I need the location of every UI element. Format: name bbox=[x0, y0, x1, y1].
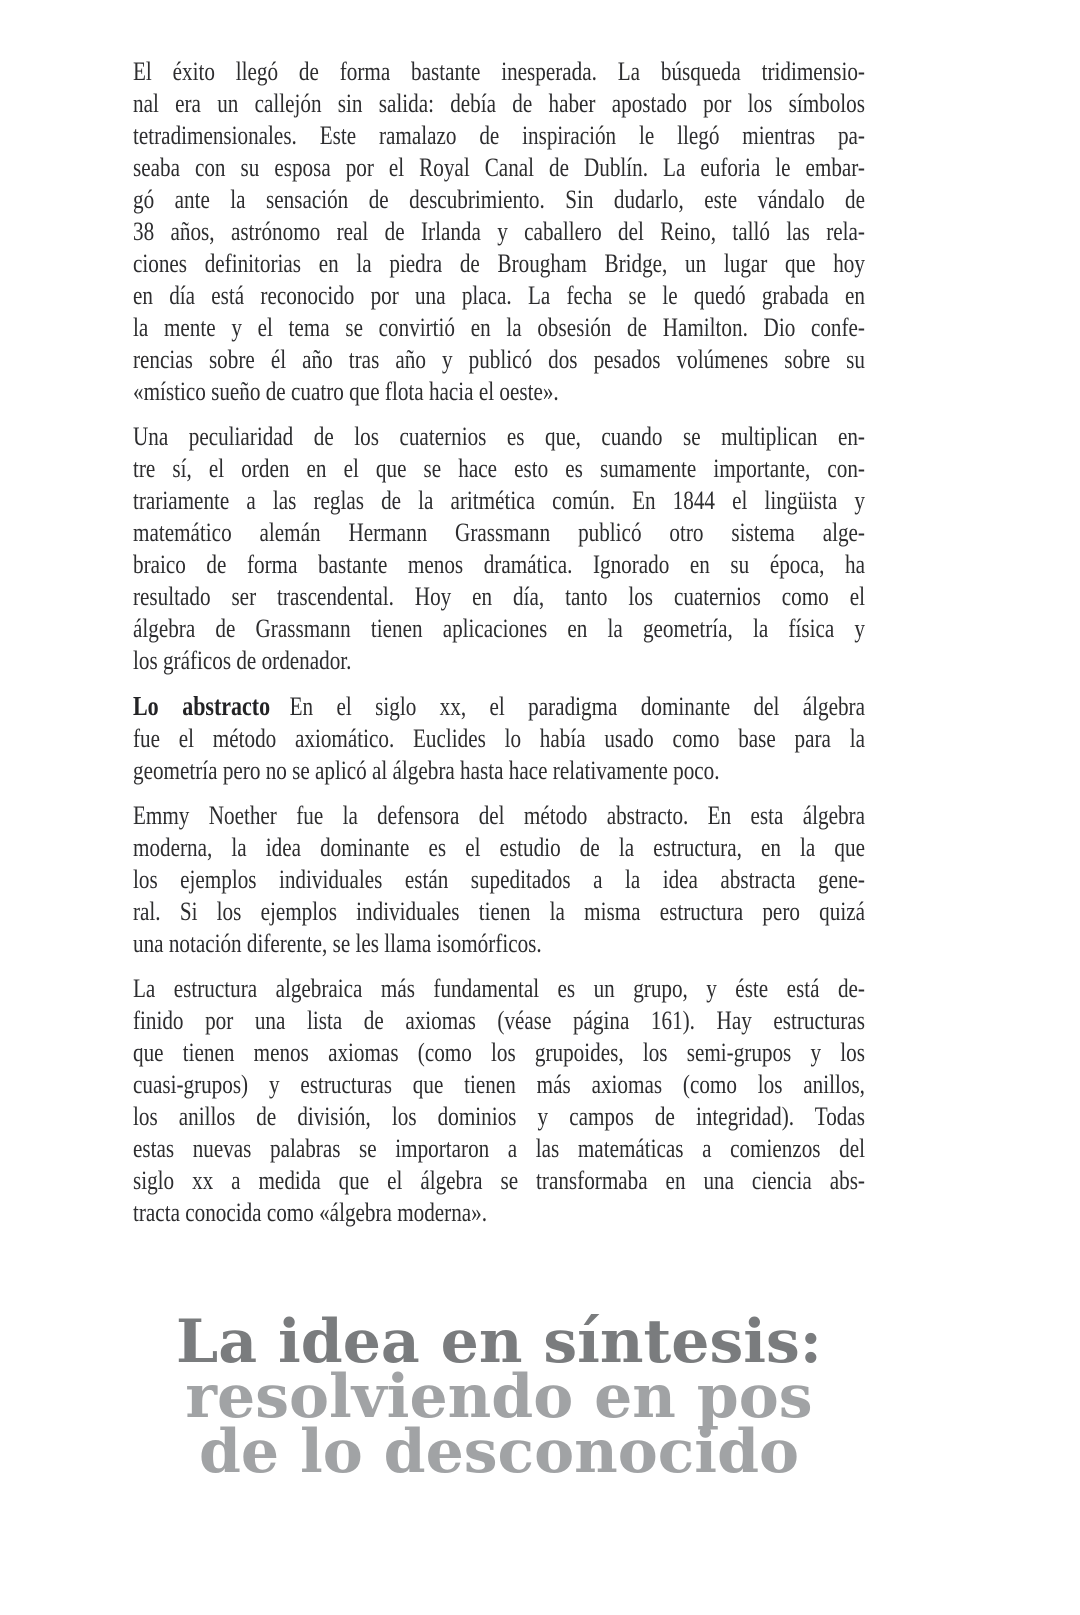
text-line: braico de forma bastante menos dramática. Ignorado en su época, ha bbox=[133, 550, 865, 579]
text-line: los anillos de división, los dominios y campos de integridad). Todas bbox=[133, 1102, 865, 1131]
idea-summary-line: de lo desconocido bbox=[198, 1417, 800, 1487]
text-line: La estructura algebraica más fundamental es un grupo, y éste está de- bbox=[133, 974, 865, 1003]
text-line: una notación diferente, se les llama isomórficos. bbox=[133, 929, 542, 958]
text-line: 38 años, astrónomo real de Irlanda y caballero del Reino, talló las rela- bbox=[133, 217, 865, 246]
text-line: resultado ser trascendental. Hoy en día, tanto los cuaternios como el bbox=[133, 582, 865, 611]
text-line: siglo xx a medida que el álgebra se transformaba en una ciencia abs- bbox=[133, 1166, 865, 1195]
text-line: gó ante la sensación de descubrimiento. Sin dudarlo, este vándalo de bbox=[133, 185, 865, 214]
text-line: la mente y el tema se convirtió en la obsesión de Hamilton. Dio confe- bbox=[133, 313, 865, 342]
paragraph bbox=[133, 973, 865, 1229]
text-line: tre sí, el orden en el que se hace esto es sumamente importante, con- bbox=[133, 454, 865, 483]
text-line: trariamente a las reglas de la aritmética común. En 1844 el lingüista y bbox=[133, 486, 865, 515]
paragraph bbox=[133, 56, 865, 408]
text-line: fue el método axiomático. Euclides lo había usado como base para la bbox=[133, 724, 865, 753]
text-line: rencias sobre él año tras año y publicó dos pesados volúmenes sobre su bbox=[133, 345, 865, 374]
text-line: tetradimensionales. Este ramalazo de inspiración le llegó mientras pa- bbox=[133, 121, 865, 150]
text-line: estas nuevas palabras se importaron a las matemáticas a comienzos del bbox=[133, 1134, 865, 1163]
text-column bbox=[133, 56, 865, 1487]
text-line: Lo abstracto En el siglo xx, el paradigma dominante del álgebra bbox=[133, 691, 865, 721]
text-line: «místico sueño de cuatro que flota hacia el oeste». bbox=[133, 377, 559, 406]
text-line: Una peculiaridad de los cuaternios es que, cuando se multiplican en- bbox=[133, 422, 865, 451]
idea-summary-line: La idea en síntesis: bbox=[176, 1307, 822, 1377]
text-line: que tienen menos axiomas (como los grupoides, los semi-grupos y los bbox=[133, 1038, 865, 1067]
text-line: seaba con su esposa por el Royal Canal de Dublín. La euforia le embar- bbox=[133, 153, 865, 182]
paragraph bbox=[133, 421, 865, 677]
text-line: ral. Si los ejemplos individuales tienen la misma estructura pero quizá bbox=[133, 897, 865, 926]
idea-summary bbox=[133, 1307, 865, 1487]
text-line: cuasi-grupos) y estructuras que tienen más axiomas (como los anillos, bbox=[133, 1070, 865, 1099]
text-line: álgebra de Grassmann tienen aplicaciones en la geometría, la física y bbox=[133, 614, 865, 643]
text-line: nal era un callejón sin salida: debía de haber apostado por los símbolos bbox=[133, 89, 865, 118]
text-line: en día está reconocido por una placa. La fecha se le quedó grabada en bbox=[133, 281, 865, 310]
text-line: moderna, la idea dominante es el estudio de la estructura, en la que bbox=[133, 833, 865, 862]
text-line: El éxito llegó de forma bastante inesperada. La búsqueda tridimensio- bbox=[133, 57, 865, 86]
text-line: matemático alemán Hermann Grassmann publicó otro sistema alge- bbox=[133, 518, 865, 547]
text-line: finido por una lista de axiomas (véase página 161). Hay estructuras bbox=[133, 1006, 865, 1035]
section-run-in-heading: Lo abstracto bbox=[133, 691, 271, 721]
text-line: geometría pero no se aplicó al álgebra hasta hace relativamente poco. bbox=[133, 756, 720, 785]
text-line: tracta conocida como «álgebra moderna». bbox=[133, 1198, 488, 1227]
text-line: Emmy Noether fue la defensora del método abstracto. En esta álgebra bbox=[133, 801, 865, 830]
idea-summary-line: resolviendo en pos bbox=[185, 1362, 813, 1432]
paragraph bbox=[133, 690, 865, 787]
article-paragraphs bbox=[133, 56, 865, 1229]
text-line: los ejemplos individuales están supeditados a la idea abstracta gene- bbox=[133, 865, 865, 894]
text-line: los gráficos de ordenador. bbox=[133, 646, 352, 675]
paragraph bbox=[133, 800, 865, 960]
text-line: ciones definitorias en la piedra de Brougham Bridge, un lugar que hoy bbox=[133, 249, 865, 278]
